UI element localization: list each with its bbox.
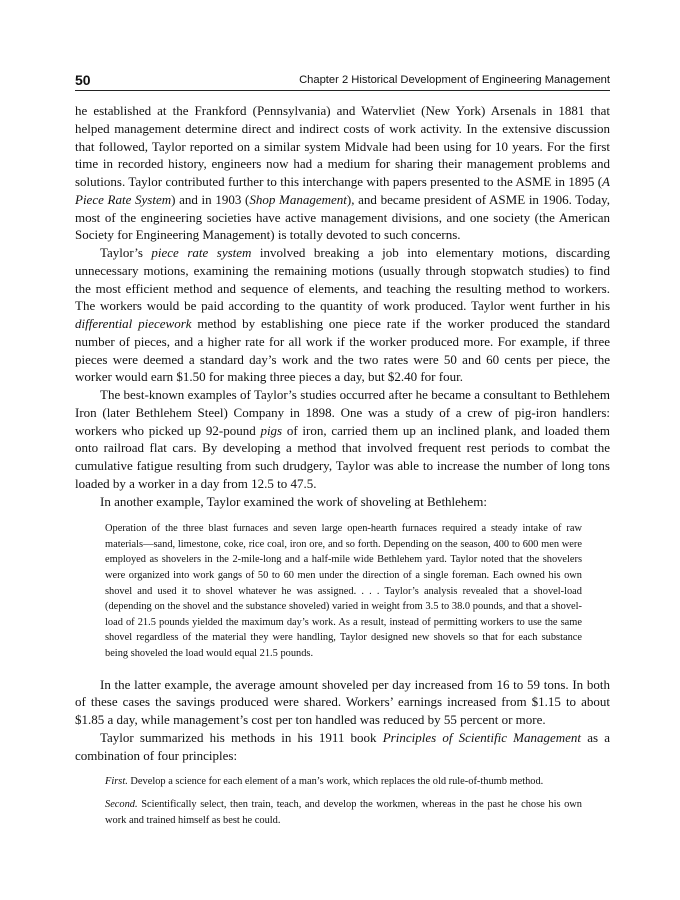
paragraph-shoveling-intro: In another example, Taylor examined the work of shoveling at Bethlehem: <box>100 493 487 509</box>
page-header <box>75 70 610 92</box>
text-run: as a combination of four principles: <box>75 729 610 763</box>
text-run: The best-known examples of Taylor’s studies occurred after he became a consultant to Bethlehem Iron (later Bethlehem Steel) Company in 1898. One was a study of a crew of pig-iron handlers: workers who picked up 92-pound <box>75 387 610 438</box>
header-rule <box>75 90 610 91</box>
paragraph-principles-intro <box>75 729 610 765</box>
text-run: involved breaking a job into elementary motions, discarding unnecessary motions, examining the remaining motions (usually through stopwatch studies) to find the most efficient method and sequence of elements, and teaching the resulting method to workers. The workers would be paid according to the quantity of work produced. Taylor went further in his <box>75 245 610 314</box>
text-run: ) and in 1903 ( <box>171 191 250 207</box>
principle-text: Develop a science for each element of a man’s work, which replaces the old rule-of-thumb method. <box>127 776 544 788</box>
italic-term: differential piecework <box>75 316 192 331</box>
page-number: 50 <box>75 72 91 88</box>
body-text <box>75 102 610 835</box>
principles-list <box>105 774 582 828</box>
principle-label: First. <box>105 776 128 788</box>
paragraph-piece-rate <box>75 244 610 386</box>
paragraph-continuation <box>75 102 610 244</box>
principle-first <box>105 774 582 790</box>
text-run: Taylor’s <box>100 245 152 260</box>
block-quote <box>105 521 582 661</box>
paragraph-bethlehem <box>75 386 610 493</box>
italic-title: A Piece Rate System <box>75 174 610 207</box>
principle-second <box>105 797 582 828</box>
text-run: he established at the Frankford (Pennsylvania) and Watervliet (New York) Arsenals in 1881 that helped management determine direct and indirect costs of work activity. In the extensive discussion that followed, Taylor reported on a similar system Midvale had been using for 10 years. For the first time in recorded history, engineers now had a medium for sharing their management problems and solutions. Taylor contributed further to this interchange with papers presented to the ASME in 1895 ( <box>75 103 610 189</box>
quote-text: Operation of the three blast furnaces and seven large open-hearth furnaces required a steady intake of raw materials—sand, limestone, coke, rice coal, iron ore, and so forth. Depending on the season, 400 to 600 men were employed as shovelers in the 2-mile-long and a half-mile wide Bethlehem yard. Taylor noted that the shovelers were organized into work gangs of 50 to 60 men under the direction of a single foreman. Each owned his own shovel and used it to shovel whatever he was assigned. . . . Taylor’s analysis revealed that a shovel-load (depending on the shovel and the substance shoveled) varied in weight from 3.5 to 38.0 pounds, and that a shovel-load of 21.5 pounds yielded the maximum day’s work. As a result, instead of permitting workers to use the same shovel regardless of the material they were handling, Taylor designed new shovels so that for each substance being shoveled the load would equal 21.5 pounds. <box>105 523 582 659</box>
text-run: of iron, carried them up an inclined plank, and loaded them onto railroad flat cars. By developing a method that involved frequent rest periods to combat the cumulative fatigue resulting from such drudgery, Taylor was able to increase the number of long tons loaded by a worker in a day from 12.5 to 47.5. <box>75 422 610 491</box>
italic-term: piece rate system <box>151 245 252 260</box>
text-run: method by establishing one piece rate if the worker produced the standard number of pieces, and a higher rate for all work if the worker produced more. For example, if three pieces were deemed a standard day’s work and the two rates were 50 and 60 cents per piece, the worker would earn $1.50 for making three pieces a day, but $2.40 for four. <box>75 316 610 385</box>
italic-term: pigs <box>260 422 283 438</box>
principle-text: Scientifically select, then train, teach, and develop the workmen, whereas in the past he chose his own work and trained himself as best he could. <box>105 798 582 826</box>
italic-title: Principles of Scientific Management <box>382 729 582 745</box>
principle-label: Second. <box>105 798 138 810</box>
text-run: Taylor summarized his methods in his 1911 book <box>100 729 383 745</box>
running-head: Chapter 2 Historical Development of Engineering Management <box>299 74 610 86</box>
italic-title: Shop Management <box>249 191 347 207</box>
text-run: ), and became president of ASME in 1906. Today, most of the engineering societies have active management divisions, and one society (the American Society for Engineering Management) is totally devoted to such concerns. <box>75 191 610 243</box>
paragraph-results: In the latter example, the average amount shoveled per day increased from 16 to 59 tons. In both of these cases the savings produced were shared. Workers’ earnings increased from $1.15 to about $1.85 a day, while management’s cost per ton handled was reduced by 55 percent or more. <box>75 676 610 728</box>
